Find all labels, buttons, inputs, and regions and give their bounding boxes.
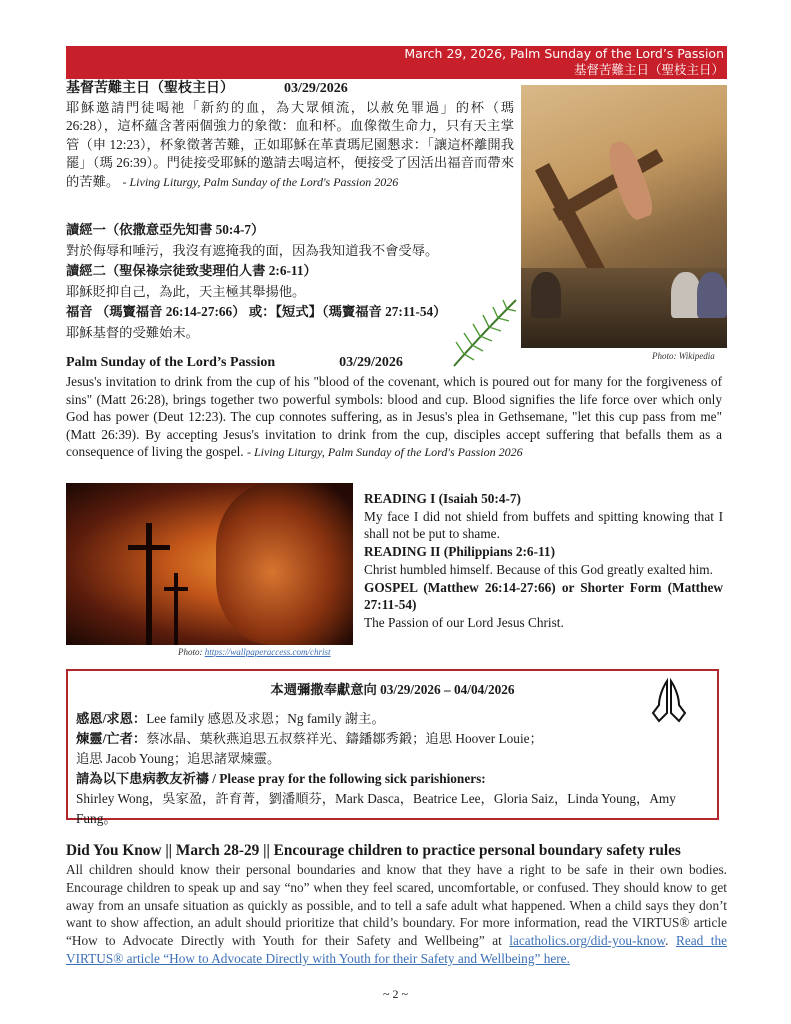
chinese-reflection — [66, 79, 514, 191]
thanks-text: Lee family 感恩及求恩；Ng family 謝主。 — [146, 711, 385, 726]
english-reading1-head: READING I (Isaiah 50:4-7) — [364, 491, 521, 506]
did-you-know-title: Did You Know || March 28-29 || Encourage children to practice personal boundary safety rules — [66, 842, 681, 859]
intentions-body — [76, 709, 686, 829]
photo2-caption — [178, 647, 331, 657]
photo2-caption-link[interactable]: https://wallpaperaccess.com/christ — [204, 647, 331, 657]
photo1-caption: Photo: Wikipedia — [652, 351, 715, 361]
header-banner — [66, 46, 727, 79]
thanks-head: 感恩/求恩： — [76, 711, 147, 726]
deceased-head: 煉靈/亡者： — [76, 731, 147, 746]
english-citation: - Living Liturgy, Palm Sunday of the Lord's Passion 2026 — [246, 445, 523, 460]
did-you-know-text: All children should know their personal boundaries and know that they have a right to be safe in their own bodies. Encourage children to speak up and say “no” when they feel scared, uncomfortable, or confused. They should know to get away from an unsafe situation as quickly as possible, and to tell a safe adult what happened. When a child says they don’t want to show affection, an adult should prioritize that child’s boundary. For more information, read the VIRTUS® article “How to Advocate Directly with Youth for their Safety and Wellbeing” at — [66, 862, 727, 949]
sick-head: 請為以下患病教友祈禱 / Please pray for the following sick parishioners: — [76, 771, 486, 786]
did-you-know-section — [66, 841, 727, 968]
deceased-line — [76, 729, 686, 749]
chinese-body-text: 耶穌邀請門徒喝祂「新約的血，為大眾傾流，以赦免罪過」的杯（瑪 26:28），這杯蘊含著兩個強力的象徵：血和杯。血像徵生命力，只有天主掌管（申 12:23），杯象徵著苦難，正如耶穌在革責瑪尼園懇求：「讓這杯離開我罷」（瑪 26:39）。門徒接受耶穌的邀請去喝這杯，便接受了因活出福音而帶來的苦難。 — [66, 100, 514, 189]
banner-chinese-line: 基督苦難主日（聖枝主日） — [573, 62, 724, 77]
chinese-title: 基督苦難主日（聖枝主日） — [66, 81, 234, 96]
english-reflection — [66, 353, 722, 462]
deceased-line-2: 追思 Jacob Young；追思諸眾煉靈。 — [76, 751, 281, 766]
english-title-line — [66, 353, 722, 373]
crucifixion-painting — [521, 85, 727, 348]
sick-text: Shirley Wong，吳家盈，許育菁，劉潘順芬，Mark Dasca，Beatrice Lee，Gloria Saiz，Linda Young，Amy Fung。 — [76, 791, 676, 826]
chinese-citation: - Living Liturgy, Palm Sunday of the Lord's Passion 2026 — [122, 174, 399, 189]
english-reading2-head: READING II (Philippians 2:6-11) — [364, 544, 555, 560]
english-date: 03/29/2026 — [339, 355, 403, 370]
english-body — [66, 373, 722, 462]
lacatholics-link[interactable]: lacatholics.org/did-you-know — [509, 933, 666, 949]
photo2-caption-prefix: Photo: — [178, 647, 205, 657]
deceased-text: 蔡冰晶、葉秋燕追思五叔蔡祥光、鑄鐇鄒秀鍛；追思 Hoover Louie； — [146, 731, 543, 746]
chinese-gospel-head: 福音 （瑪竇福音 26:14-27:66） 或：【短式】（瑪竇福音 27:11-54） — [66, 304, 447, 319]
english-title: Palm Sunday of the Lord’s Passion — [66, 355, 276, 370]
chinese-reading1-head: 讀經一（依撒意亞先知書 50:4-7） — [66, 222, 265, 237]
mass-intentions-box — [66, 669, 719, 826]
banner-date-line: March 29, 2026, Palm Sunday of the Lord’s Passion — [404, 46, 724, 61]
english-gospel-head: GOSPEL (Matthew 26:14-27:66) or Shorter Form (Matthew 27:11-54) — [364, 579, 723, 613]
did-you-know-separator: . — [665, 933, 676, 949]
chinese-reading2-text: 耶穌貶抑自己，為此，天主極其舉揚他。 — [66, 283, 306, 299]
english-gospel-text: The Passion of our Lord Jesus Christ. — [364, 614, 564, 630]
english-reading1-text: My face I did not shield from buffets and spitting knowing that I shall not be put to shame. — [364, 508, 723, 542]
virtus-article-link[interactable]: Read the VIRTUS® article “How to Advocate Directly with Youth for their Safety and Wellbeing” here. — [66, 933, 727, 966]
chinese-date: 03/29/2026 — [284, 81, 348, 96]
english-body-text: Jesus's invitation to drink from the cup of his "blood of the covenant, which is poured out for many for the forgiveness of sins" (Matt 26:28), brings together two powerful symbols: blood and cup. Blood signifies the life force over which only God has power (Deut 12:23). The cup connotes suffering, as in Jesus's plea in Gethsemane, "let this cup pass from me" (Matt 26:39). By accepting Jesus's invitation to drink from the cup, disciples accept suffering that befalls them as a consequence of living the gospel. — [66, 374, 722, 460]
english-reading2-text: Christ humbled himself. Because of this God greatly exalted him. — [364, 561, 713, 577]
english-readings — [364, 490, 723, 632]
intentions-title: 本週彌撒奉獻意向 03/29/2026 – 04/04/2026 — [270, 682, 515, 697]
chinese-reading1-text: 對於侮辱和唾污，我沒有遮掩我的面，因為我知道我不會受辱。 — [66, 242, 439, 258]
did-you-know-body — [66, 861, 727, 968]
christ-crown-of-thorns-image — [66, 483, 353, 645]
chinese-body — [66, 99, 514, 191]
page-number: ~ 2 ~ — [383, 987, 408, 1001]
chinese-title-line — [66, 79, 514, 99]
chinese-reading2-head: 讀經二（聖保祿宗徒致斐理伯人書 2:6-11） — [66, 263, 317, 278]
chinese-readings — [66, 220, 514, 343]
chinese-gospel-text: 耶穌基督的受難始末。 — [66, 324, 199, 340]
thanks-line — [76, 709, 686, 729]
